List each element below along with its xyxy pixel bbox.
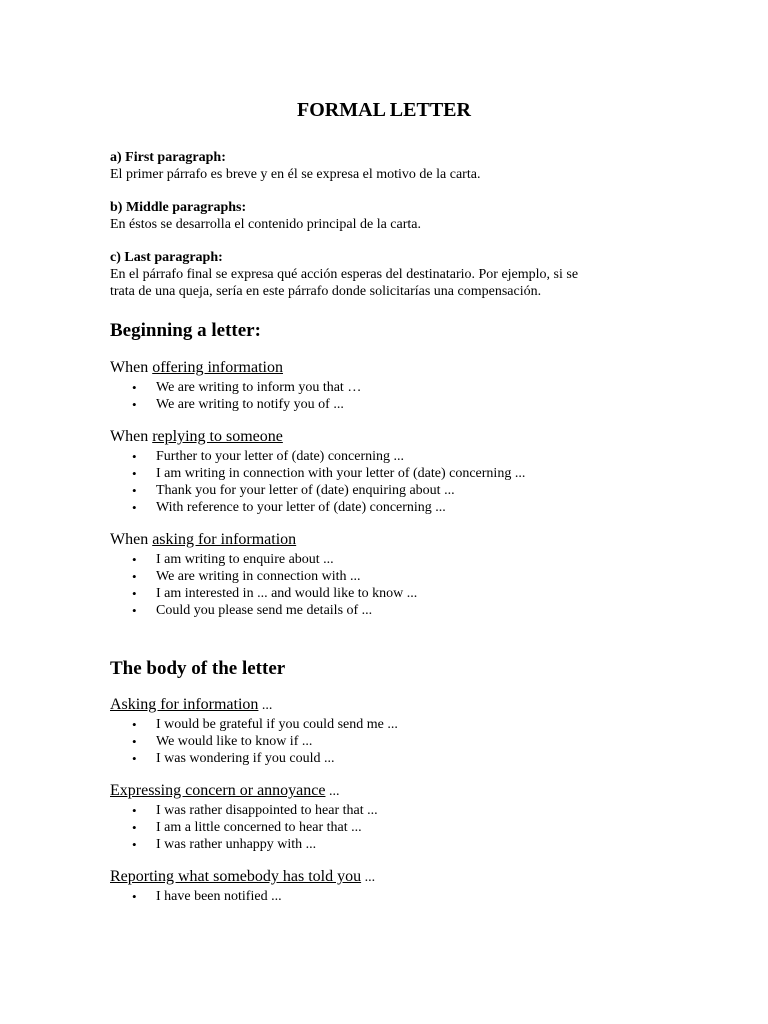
section-heading-body: The body of the letter <box>110 658 286 679</box>
phrase-list-item <box>110 819 650 836</box>
phrase-group-topic: Reporting what somebody has told you <box>110 868 362 885</box>
phrase-list-item <box>110 379 650 396</box>
bullet-icon: • <box>132 449 137 464</box>
paragraph-text: En el párrafo final se expresa qué acción esperas del destinatario. Por ejemplo, si se <box>110 267 579 282</box>
phrase-list-item <box>110 568 650 585</box>
phrase-list <box>110 551 650 619</box>
bullet-icon: • <box>132 500 137 515</box>
phrase-list <box>110 448 650 516</box>
bullet-icon: • <box>132 483 137 498</box>
phrase-group-heading <box>110 427 650 448</box>
phrase-list-item <box>110 585 650 602</box>
phrase-list <box>110 888 650 905</box>
phrase-list-item <box>110 499 650 516</box>
paragraph-middle <box>110 199 650 233</box>
paragraph-guide <box>110 149 650 300</box>
phrase-text: Could you please send me details of ... <box>156 603 373 618</box>
bullet-icon: • <box>132 586 137 601</box>
phrase-group-suffix: ... <box>325 784 340 799</box>
phrase-group-topic: replying to someone <box>152 428 283 445</box>
phrase-text: We are writing in connection with ... <box>156 569 361 584</box>
phrase-list-item <box>110 888 650 905</box>
phrase-list-item <box>110 716 650 733</box>
phrase-list-item <box>110 396 650 413</box>
paragraph-label: a) First paragraph: <box>110 150 226 165</box>
phrase-group-topic: asking for information <box>152 531 297 548</box>
phrase-list <box>110 716 650 767</box>
phrase-text: I was rather disappointed to hear that ... <box>156 803 378 818</box>
beginning-phrase-groups <box>110 358 650 619</box>
paragraph-text: trata de una queja, sería en este párrafo donde solicitarías una compensación. <box>110 284 542 299</box>
phrase-text: I am writing in connection with your letter of (date) concerning ... <box>156 466 526 481</box>
phrase-group-prefix: When <box>110 428 153 445</box>
phrase-group-topic: Expressing concern or annoyance <box>110 782 326 799</box>
phrase-text: I am a little concerned to hear that ... <box>156 820 362 835</box>
bullet-icon: • <box>132 751 137 766</box>
phrase-text: We are writing to notify you of ... <box>156 397 344 412</box>
phrase-group-prefix: When <box>110 359 153 376</box>
phrase-text: We are writing to inform you that … <box>156 380 362 395</box>
phrase-text: I am writing to enquire about ... <box>156 552 334 567</box>
phrase-list-item <box>110 733 650 750</box>
bullet-icon: • <box>132 552 137 567</box>
phrase-group-heading <box>110 781 650 802</box>
bullet-icon: • <box>132 837 137 852</box>
phrase-group-heading <box>110 695 650 716</box>
phrase-list-item <box>110 448 650 465</box>
phrase-group <box>110 695 650 767</box>
phrase-text: I am interested in ... and would like to know ... <box>156 586 418 601</box>
bullet-icon: • <box>132 717 137 732</box>
phrase-text: I would be grateful if you could send me ... <box>156 717 398 732</box>
bullet-icon: • <box>132 569 137 584</box>
bullet-icon: • <box>132 820 137 835</box>
phrase-group-suffix: ... <box>258 698 273 713</box>
paragraph-label: c) Last paragraph: <box>110 250 223 265</box>
document-title: FORMAL LETTER <box>297 99 471 121</box>
body-phrase-groups <box>110 695 650 905</box>
phrase-group-topic: offering information <box>152 359 283 376</box>
phrase-group <box>110 358 650 413</box>
section-heading-beginning: Beginning a letter: <box>110 320 261 341</box>
phrase-group <box>110 427 650 516</box>
phrase-group-suffix: ... <box>361 870 376 885</box>
phrase-list-item <box>110 551 650 568</box>
phrase-group <box>110 781 650 853</box>
phrase-text: With reference to your letter of (date) concerning ... <box>156 500 446 515</box>
paragraph-text: En éstos se desarrolla el contenido principal de la carta. <box>110 217 421 232</box>
document-page <box>110 96 650 919</box>
phrase-group-heading <box>110 530 650 551</box>
bullet-icon: • <box>132 803 137 818</box>
phrase-group-prefix: When <box>110 531 153 548</box>
bullet-icon: • <box>132 397 137 412</box>
phrase-text: Thank you for your letter of (date) enquiring about ... <box>156 483 455 498</box>
phrase-list-item <box>110 482 650 499</box>
phrase-group-heading <box>110 358 650 379</box>
phrase-group <box>110 867 650 905</box>
phrase-list-item <box>110 602 650 619</box>
phrase-text: I was rather unhappy with ... <box>156 837 317 852</box>
phrase-list <box>110 802 650 853</box>
phrase-group <box>110 530 650 619</box>
bullet-icon: • <box>132 889 137 904</box>
bullet-icon: • <box>132 603 137 618</box>
paragraph-last <box>110 249 650 300</box>
phrase-group-topic: Asking for information <box>110 696 259 713</box>
paragraph-label: b) Middle paragraphs: <box>110 200 247 215</box>
phrase-list-item <box>110 802 650 819</box>
bullet-icon: • <box>132 734 137 749</box>
bullet-icon: • <box>132 466 137 481</box>
bullet-icon: • <box>132 380 137 395</box>
phrase-group-heading <box>110 867 650 888</box>
phrase-text: I was wondering if you could ... <box>156 751 335 766</box>
phrase-list-item <box>110 465 650 482</box>
phrase-text: We would like to know if ... <box>156 734 313 749</box>
paragraph-first <box>110 149 650 183</box>
phrase-list-item <box>110 836 650 853</box>
paragraph-text: El primer párrafo es breve y en él se expresa el motivo de la carta. <box>110 167 481 182</box>
phrase-list-item <box>110 750 650 767</box>
phrase-text: Further to your letter of (date) concerning ... <box>156 449 405 464</box>
phrase-list <box>110 379 650 413</box>
phrase-text: I have been notified ... <box>156 889 282 904</box>
